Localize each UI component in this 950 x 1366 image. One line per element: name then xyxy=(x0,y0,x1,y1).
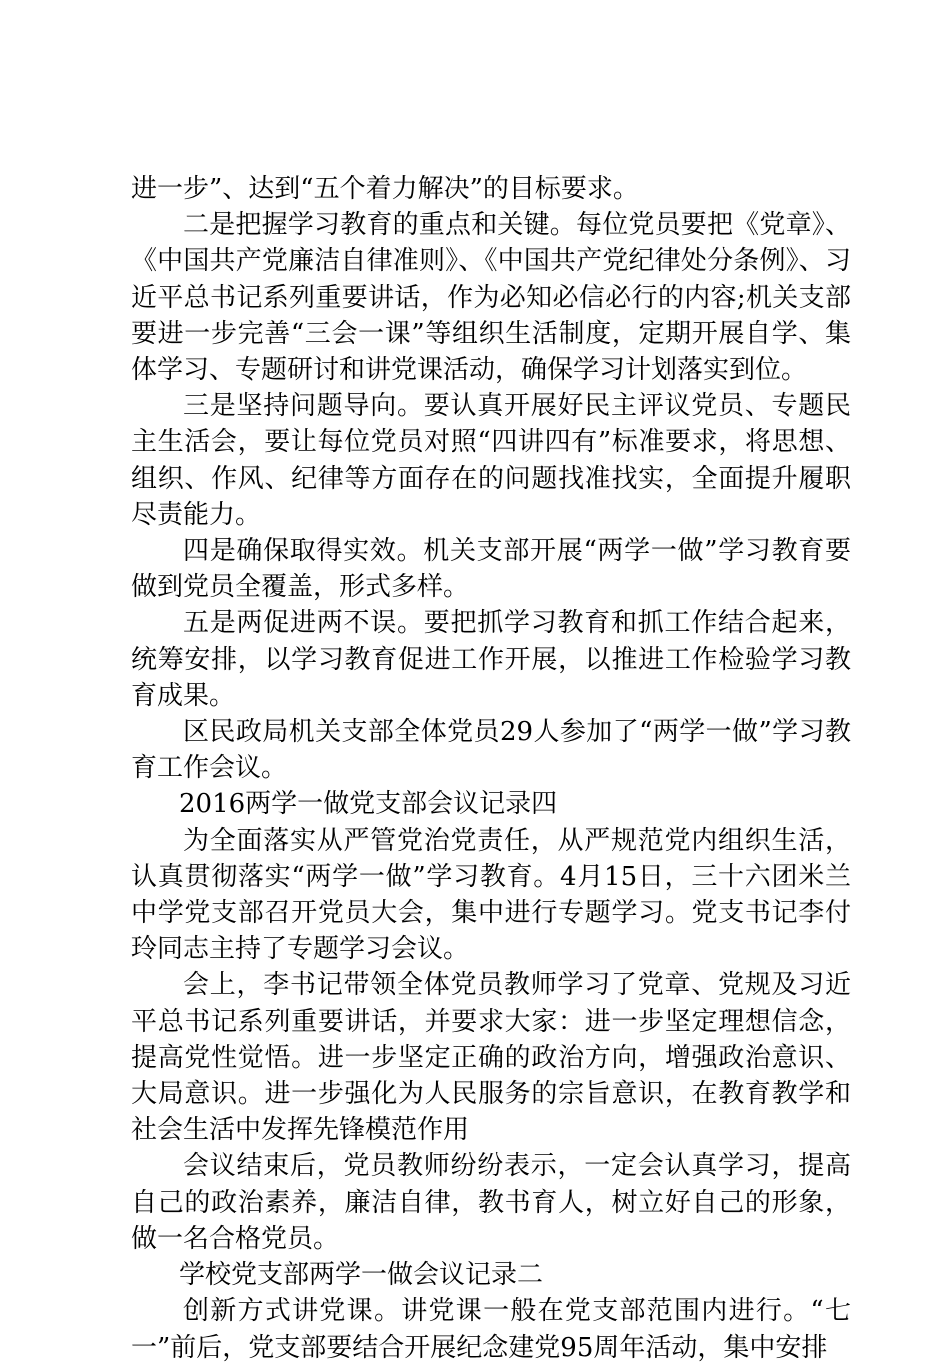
paragraph-continuation: 进一步”、达到“五个着力解决”的目标要求。 xyxy=(131,174,639,204)
section-heading-record-four: 2016两学一做党支部会议记录四 xyxy=(179,789,558,820)
section-heading-record-two: 学校党支部两学一做会议记录二 xyxy=(179,1260,544,1291)
document-body xyxy=(131,171,851,1366)
paragraph-meeting-conclusion: 会议结束后，党员教师纷纷表示，一定会认真学习，提高自己的政治素养，廉洁自律，教书育人，树立好自己的形象，做一名合格党员。 xyxy=(131,1151,851,1254)
paragraph-point-two: 二是把握学习教育的重点和关键。每位党员要把《党章》、《中国共产党廉洁自律准则》、《中国共产党纪律处分条例》、习近平总书记系列重要讲话，作为必知必信必行的内容;机关支部要进一步完善“三会一课”等组织生活制度，定期开展自学、集体学习、专题研讨和讲党课活动，确保学习计划落实到位。 xyxy=(131,210,851,386)
paragraph-meeting-content: 会上，李书记带领全体党员教师学习了党章、党规及习近平总书记系列重要讲话，并要求大家：进一步坚定理想信念，提高党性觉悟。进一步坚定正确的政治方向，增强政治意识、大局意识。进一步强化为人民服务的宗旨意识，在教育教学和社会生活中发挥先锋模范作用 xyxy=(131,970,851,1146)
paragraph-meeting-intro: 为全面落实从严管党治党责任，从严规范党内组织生活，认真贯彻落实“两学一做”学习教育。4月15日，三十六团米兰中学党支部召开党员大会，集中进行专题学习。党支书记李付玲同志主持了专题学习会议。 xyxy=(131,825,851,965)
paragraph-party-lecture: 创新方式讲党课。讲党课一般在党支部范围内进行。“七一”前后，党支部要结合开展纪念建党95周年活动，集中安排 xyxy=(131,1296,851,1363)
paragraph-point-five: 五是两促进两不误。要把抓学习教育和抓工作结合起来，统筹安排，以学习教育促进工作开展，以推进工作检验学习教育成果。 xyxy=(131,608,851,711)
paragraph-point-four: 四是确保取得实效。机关支部开展“两学一做”学习教育要做到党员全覆盖，形式多样。 xyxy=(131,536,851,603)
paragraph-point-three: 三是坚持问题导向。要认真开展好民主评议党员、专题民主生活会，要让每位党员对照“四讲四有”标准要求，将思想、组织、作风、纪律等方面存在的问题找准找实，全面提升履职尽责能力。 xyxy=(131,391,851,530)
paragraph-attendance: 区民政局机关支部全体党员29人参加了“两学一做”学习教育工作会议。 xyxy=(131,717,851,784)
